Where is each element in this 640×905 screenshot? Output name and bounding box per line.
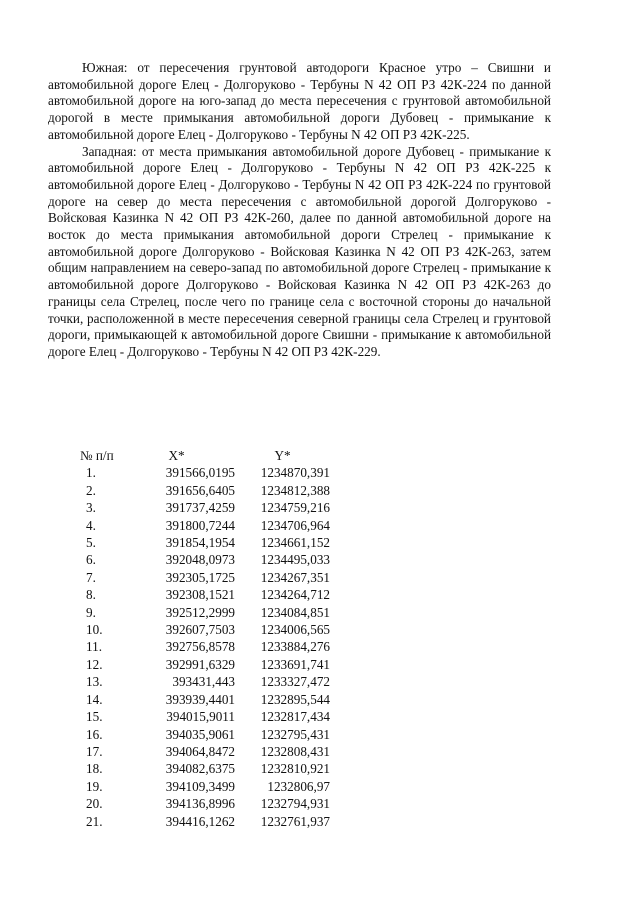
table-row: [80, 656, 330, 673]
table-row: [80, 534, 330, 551]
cell-x: 394064,8472: [165, 743, 235, 759]
table-row: [80, 604, 330, 621]
cell-x: 391854,1954: [165, 535, 235, 551]
paragraph-south-boundary: Южная: от пересечения грунтовой автодороги Красное утро – Свишни и автомобильной дороге Елец - Долгоруково - Тербуны N 42 ОП РЗ 42К-224 по данной автомобильной дороге на юго-запад до места пересечения с грунтовой автомобильной дорогой в месте примыкания автомобильной дороги Дубовец - примыкание к автомобильной дороге Елец - Долгоруково - Тербуны N 42 ОП РЗ 42К-225.: [48, 60, 551, 142]
cell-number: 18.: [86, 761, 103, 777]
table-row: [80, 517, 330, 534]
table-row: [80, 638, 330, 655]
table-row: [80, 499, 330, 516]
header-x: X*: [168, 448, 185, 463]
cell-x: 391737,4259: [165, 500, 235, 516]
table-row: [80, 795, 330, 812]
cell-x: 392991,6329: [165, 656, 235, 672]
cell-y: 1232761,937: [260, 813, 330, 829]
cell-x: 393939,4401: [165, 691, 235, 707]
cell-x: 394082,6375: [165, 761, 235, 777]
cell-number: 1.: [86, 465, 96, 481]
cell-y: 1232794,931: [260, 796, 330, 812]
cell-x: 394136,8996: [165, 796, 235, 812]
cell-x: 391656,6405: [165, 482, 235, 498]
cell-x: 394015,9011: [166, 709, 235, 725]
cell-x: 392607,7503: [165, 622, 235, 638]
cell-number: 17.: [86, 743, 103, 759]
table-header-row: [80, 447, 330, 464]
cell-x: 392048,0973: [165, 552, 235, 568]
cell-y: 1234264,712: [260, 587, 330, 603]
cell-y: 1232808,431: [260, 743, 330, 759]
cell-number: 6.: [86, 552, 96, 568]
table-body: [80, 464, 330, 830]
table-row: [80, 743, 330, 760]
table-row: [80, 708, 330, 725]
header-number: № п/п: [80, 448, 114, 463]
cell-y: 1234870,391: [260, 465, 330, 481]
cell-number: 12.: [86, 656, 103, 672]
table-row: [80, 464, 330, 481]
table-row: [80, 691, 330, 708]
cell-y: 1232806,97: [267, 778, 330, 794]
cell-number: 13.: [86, 674, 103, 690]
cell-y: 1233691,741: [260, 656, 330, 672]
cell-y: 1233884,276: [260, 639, 330, 655]
cell-number: 8.: [86, 587, 96, 603]
cell-y: 1234661,152: [260, 535, 330, 551]
table-row: [80, 813, 330, 830]
cell-number: 5.: [86, 535, 96, 551]
cell-y: 1234267,351: [260, 569, 330, 585]
cell-y: 1232895,544: [260, 691, 330, 707]
header-y: Y*: [274, 448, 291, 463]
cell-x: 391800,7244: [165, 517, 235, 533]
cell-y: 1234706,964: [260, 517, 330, 533]
table-row: [80, 621, 330, 638]
cell-y: 1233327,472: [260, 674, 330, 690]
boundary-description: [48, 60, 551, 361]
cell-y: 1232795,431: [260, 726, 330, 742]
cell-number: 3.: [86, 500, 96, 516]
cell-y: 1232817,434: [260, 709, 330, 725]
cell-number: 10.: [86, 622, 103, 638]
table-row: [80, 760, 330, 777]
cell-y: 1234084,851: [260, 604, 330, 620]
table-row: [80, 586, 330, 603]
cell-y: 1234812,388: [260, 482, 330, 498]
cell-y: 1234759,216: [260, 500, 330, 516]
coordinates-table: [80, 447, 330, 830]
cell-x: 393431,443: [172, 674, 235, 690]
cell-x: 392756,8578: [165, 639, 235, 655]
cell-number: 15.: [86, 709, 103, 725]
cell-number: 4.: [86, 517, 96, 533]
cell-x: 394416,1262: [165, 813, 235, 829]
table-row: [80, 551, 330, 568]
cell-x: 391566,0195: [165, 465, 235, 481]
cell-number: 2.: [86, 482, 96, 498]
paragraph-west-boundary: Западная: от места примыкания автомобильной дороге Дубовец - примыкание к автомобильной дороге Елец - Долгоруково - Тербуны N 42 ОП РЗ 42К-225 к автомобильной дороге Елец - Долгоруково - Тербуны N 42 ОП РЗ 42К-224 по грунтовой дороге на север до места пересечения с автомобильной дорогой Долгоруково - Войсковая Казинка N 42 ОП РЗ 42К-260, далее по данной автомобильной дороге на восток до места примыкания автомобильной дороги Стрелец - примыкание к автомобильной дороге Долгоруково - Войсковая Казинка N 42 ОП РЗ 42К-263, затем общим направлением на северо-запад по автомобильной дороге Стрелец - примыкание к автомобильной дороге Долгоруково - Войсковая Казинка N 42 ОП РЗ 42К-263 до границы села Стрелец, после чего по границе села с восточной стороны до начальной точки, расположенной в месте пересечения северной границы села Стрелец и грунтовой дороги, примыкающей к автомобильной дороге Свишни - примыкание к автомобильной дороге Елец - Долгоруково - Тербуны N 42 ОП РЗ 42К-229.: [48, 143, 551, 359]
table-row: [80, 482, 330, 499]
cell-number: 16.: [86, 726, 103, 742]
cell-number: 11.: [86, 639, 102, 655]
cell-x: 392308,1521: [165, 587, 235, 603]
table-row: [80, 673, 330, 690]
cell-number: 21.: [86, 813, 103, 829]
cell-y: 1234006,565: [260, 622, 330, 638]
cell-number: 14.: [86, 691, 103, 707]
cell-number: 19.: [86, 778, 103, 794]
cell-number: 9.: [86, 604, 96, 620]
cell-x: 394109,3499: [165, 778, 235, 794]
cell-number: 20.: [86, 796, 103, 812]
cell-x: 392305,1725: [165, 569, 235, 585]
table-row: [80, 778, 330, 795]
cell-x: 392512,2999: [165, 604, 235, 620]
cell-y: 1232810,921: [260, 761, 330, 777]
cell-number: 7.: [86, 569, 96, 585]
table-row: [80, 726, 330, 743]
cell-y: 1234495,033: [260, 552, 330, 568]
cell-x: 394035,9061: [165, 726, 235, 742]
table-row: [80, 569, 330, 586]
